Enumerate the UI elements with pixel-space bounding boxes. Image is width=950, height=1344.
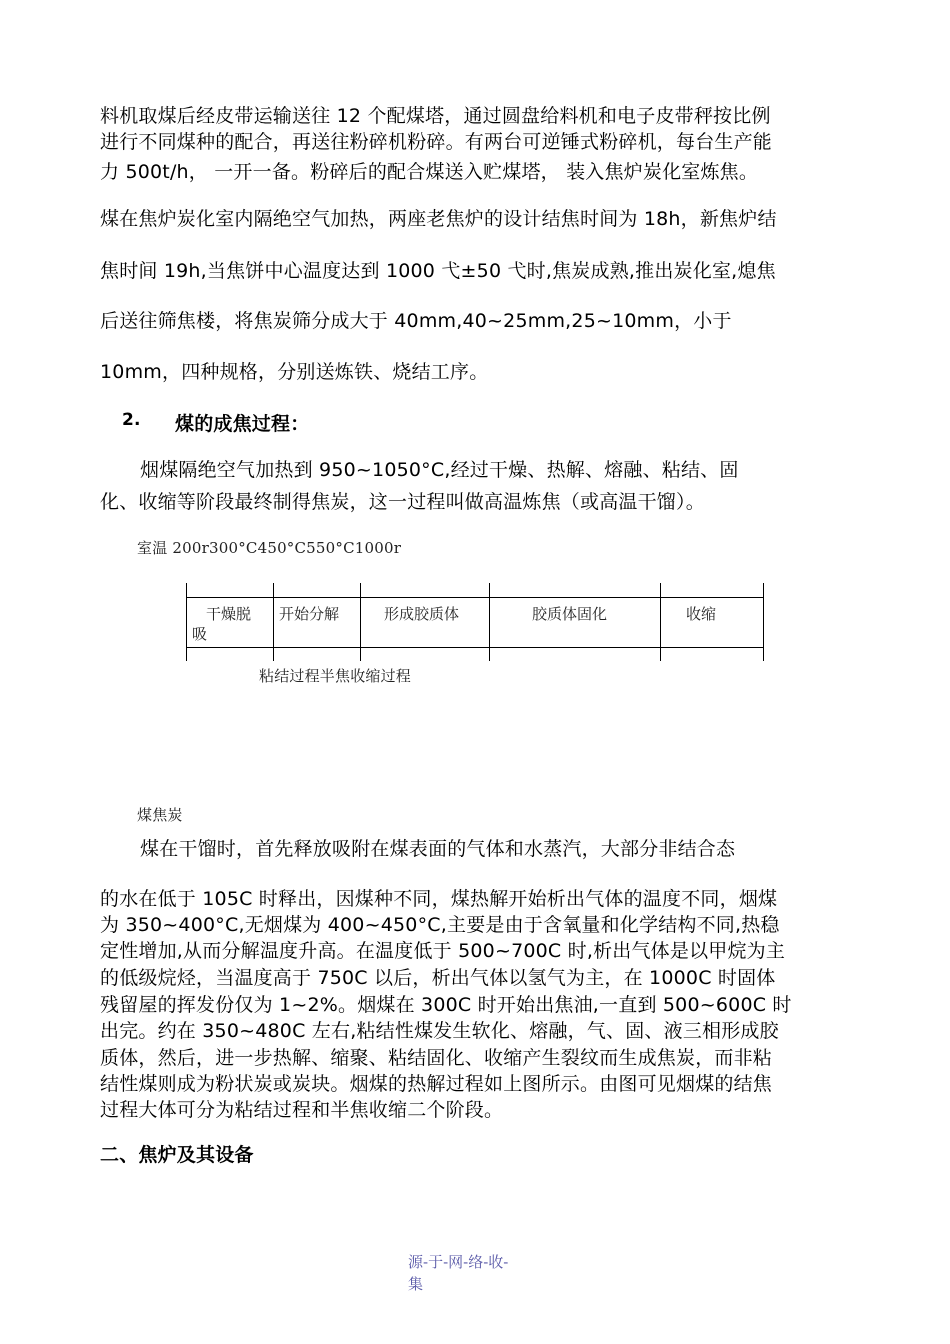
intro-line-1: 料机取煤后经皮带运输送往 12 个配煤塔，通过圆盘给料机和电子皮带秤按比例: [100, 105, 771, 127]
para3-line-1: 的水在低于 105C 时释出，因煤种不同，煤热解开始析出气体的温度不同，烟煤: [100, 888, 778, 910]
stage-plastic-formation: 形成胶质体: [384, 605, 460, 623]
diagram-processes: 粘结过程半焦收缩过程: [259, 667, 412, 685]
stage-solidification: 胶质体固化: [532, 605, 608, 623]
para3-line-3: 定性增加,从而分解温度升高。在温度低于 500~700C 时,析出气体是以甲烷为主: [100, 940, 786, 962]
table-divider: [186, 583, 187, 661]
para3-line-9: 过程大体可分为粘结过程和半焦收缩二个阶段。: [100, 1099, 504, 1121]
table-bottom-rule: [186, 647, 764, 648]
para3-line-6: 出完。约在 350~480C 左右,粘结性煤发生软化、熔融，气、固、液三相形成胶: [100, 1020, 779, 1042]
stage-table: [186, 583, 764, 661]
footer-line-1: 源-于-网-络-收-: [408, 1253, 509, 1271]
source-footer: [408, 1251, 538, 1295]
para2-line-1: 烟煤隔绝空气加热到 950~1050°C,经过干燥、热解、熔融、粘结、固: [140, 459, 739, 481]
para3-line-5: 残留屋的挥发份仅为 1~2%。烟煤在 300C 时开始出焦油,一直到 500~600C 时: [100, 994, 792, 1016]
stage-decomposition: 开始分解: [279, 605, 340, 623]
footer-line-2: 集: [408, 1275, 424, 1293]
stage-drying: 干燥脱吸: [192, 605, 252, 643]
section3-title: 二、焦炉及其设备: [100, 1144, 254, 1166]
coking-line-3: 后送往筛焦楼，将焦炭筛分成大于 40mm,40~25mm,25~10mm，小于: [100, 310, 732, 332]
para3-line-7: 质体，然后，进一步热解、缩聚、粘结固化、收缩产生裂纹而生成焦炭，而非粘: [100, 1047, 773, 1069]
diagram-temperatures: 室温 200r300°C450°C550°C1000r: [137, 539, 402, 557]
para3-line-first: 煤在干馏时，首先释放吸附在煤表面的气体和水蒸汽，大部分非结合态: [140, 838, 736, 860]
diagram-materials: 煤焦炭: [137, 806, 183, 824]
section2-title: 煤的成焦过程：: [175, 413, 310, 435]
para3-line-8: 结性煤则成为粉状炭或炭块。烟煤的热解过程如上图所示。由图可见烟煤的结焦: [100, 1073, 773, 1095]
coking-line-2: 焦时间 19h,当焦饼中心温度达到 1000 弋±50 弋时,焦炭成熟,推出炭化室,熄焦: [100, 260, 776, 282]
para2-line-2: 化、收缩等阶段最终制得焦炭，这一过程叫做高温炼焦（或高温干馏）。: [100, 491, 705, 513]
coking-line-1: 煤在焦炉炭化室内隔绝空气加热，两座老焦炉的设计结焦时间为 18h，新焦炉结: [100, 208, 777, 230]
intro-line-3: 力 500t/h， 一开一备。粉碎后的配合煤送入贮煤塔， 装入焦炉炭化室炼焦。: [100, 161, 759, 183]
section2-number: 2.: [122, 410, 141, 430]
table-divider: [360, 583, 361, 661]
table-divider: [763, 583, 764, 661]
stage-shrinkage: 收缩: [686, 605, 717, 623]
para3-line-2: 为 350~400°C,无烟煤为 400~450°C,主要是由于含氧量和化学结构不同,热稳: [100, 914, 780, 936]
intro-line-2: 进行不同煤种的配合，再送往粉碎机粉碎。有两台可逆锤式粉碎机，每台生产能: [100, 131, 773, 153]
table-divider: [273, 583, 274, 661]
table-divider: [660, 583, 661, 661]
coking-line-4: 10mm，四种规格，分别送炼铁、烧结工序。: [100, 361, 489, 383]
para3-line-4: 的低级烷烃，当温度高于 750C 以后，析出气体以氢气为主，在 1000C 时固体: [100, 967, 776, 989]
table-divider: [489, 583, 490, 661]
